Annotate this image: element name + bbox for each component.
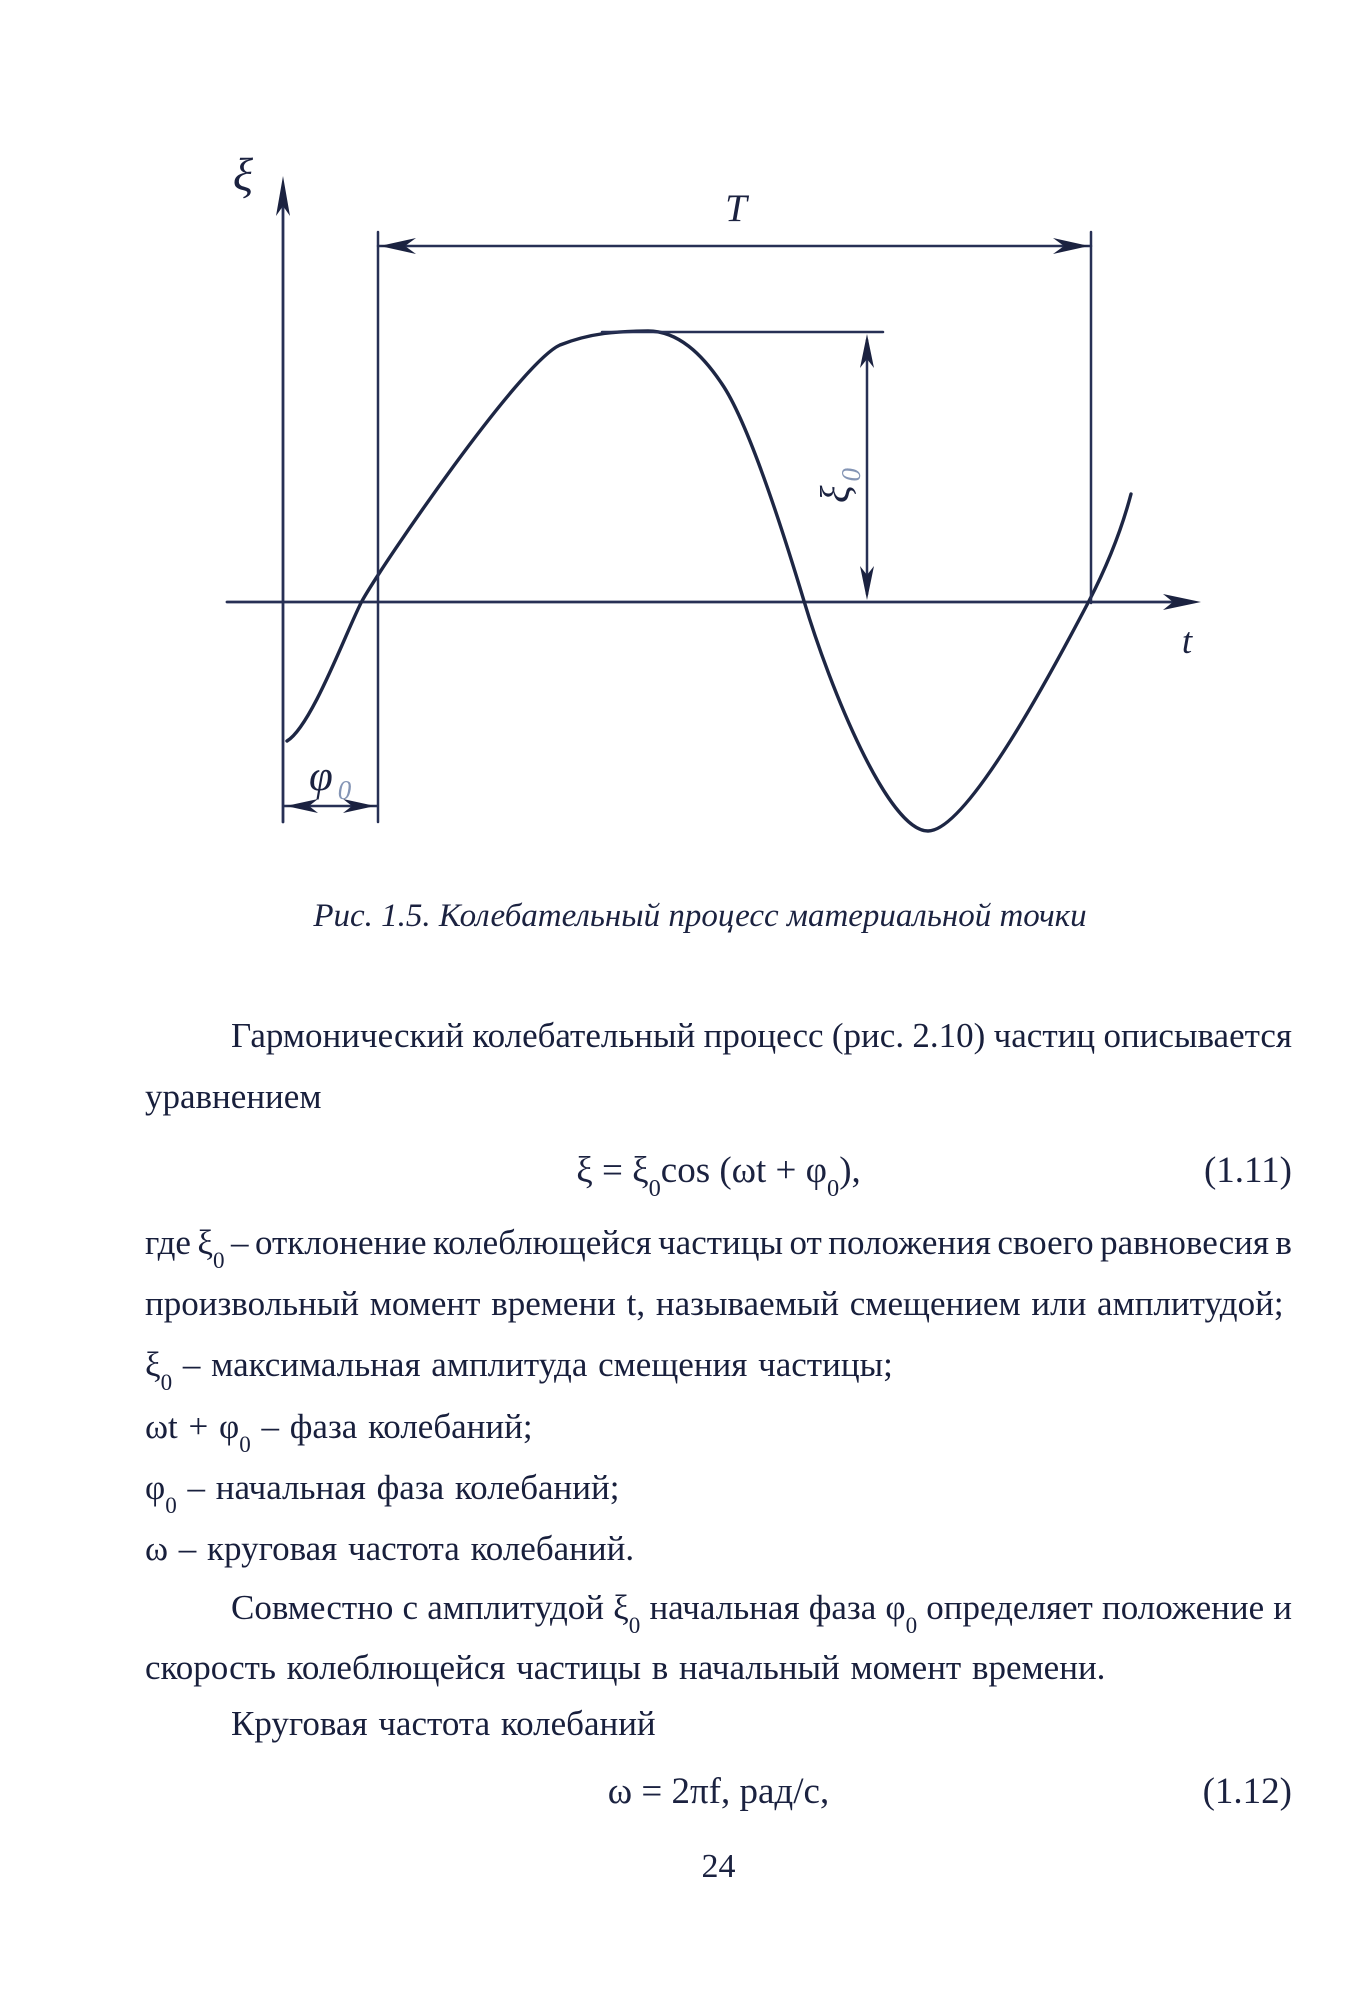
amplitude-label-sub: 0 xyxy=(836,467,866,482)
amplitude-label: $\xi_0$ xyxy=(812,467,866,503)
definition-line6: ω – круговая частота колебаний. xyxy=(145,1529,635,1568)
equation-1-11-row xyxy=(145,1144,1292,1203)
definition-line5: $\varphi_0$ – начальная фаза колебаний; xyxy=(145,1468,620,1518)
definition-line4: $\omega t + \varphi_0$ – фаза колебаний; xyxy=(145,1407,533,1457)
oscillation-curve xyxy=(287,331,1131,831)
equation-1-11-formula: $\xi = \xi_0\cos$ $(\omega t + \varphi_0)$, xyxy=(576,1150,861,1203)
y-axis-label: ξ xyxy=(232,149,254,201)
paragraph2-line2: скорость колеблющейся частицы в начальный момент времени. xyxy=(145,1648,1106,1687)
paragraph1-line1: Гармонический колебательный процесс (рис. 2.10) частиц описывается xyxy=(231,1016,1292,1055)
equation-1-12-row xyxy=(145,1765,1292,1819)
phase-label-sub: 0 xyxy=(337,775,352,805)
period-label: T xyxy=(725,187,747,230)
paragraph1-line2: уравнением xyxy=(145,1077,322,1116)
definition-line2: произвольный момент времени t, называемый смещением или амплитудой; xyxy=(145,1284,1284,1323)
equation-1-12-number: (1.12) xyxy=(1202,1771,1292,1812)
oscillation-figure xyxy=(150,140,1240,880)
x-axis-label: t xyxy=(1181,621,1193,662)
equation-1-12-formula: ω = 2πf, рад/с, xyxy=(607,1771,830,1812)
paragraph2-line1: Совместно с амплитудой $\xi_0$ начальная фаза $\varphi_0$ определяет положение и xyxy=(231,1588,1292,1638)
definition-line3: $\xi_0$ – максимальная амплитуда смещения частицы; xyxy=(145,1345,893,1395)
paragraph3-line1: Круговая частота колебаний xyxy=(231,1704,656,1743)
phase-label: φ $_0$ xyxy=(309,753,352,805)
figure-caption: Рис. 1.5. Колебательный процесс материальной точки xyxy=(313,898,1087,934)
equation-1-11-number: (1.11) xyxy=(1203,1150,1292,1191)
page-number: 24 xyxy=(701,1848,736,1885)
definition-line1: где $\xi_0$ – отклонение колеблющейся частицы от положения своего равновесия в xyxy=(145,1223,1292,1273)
